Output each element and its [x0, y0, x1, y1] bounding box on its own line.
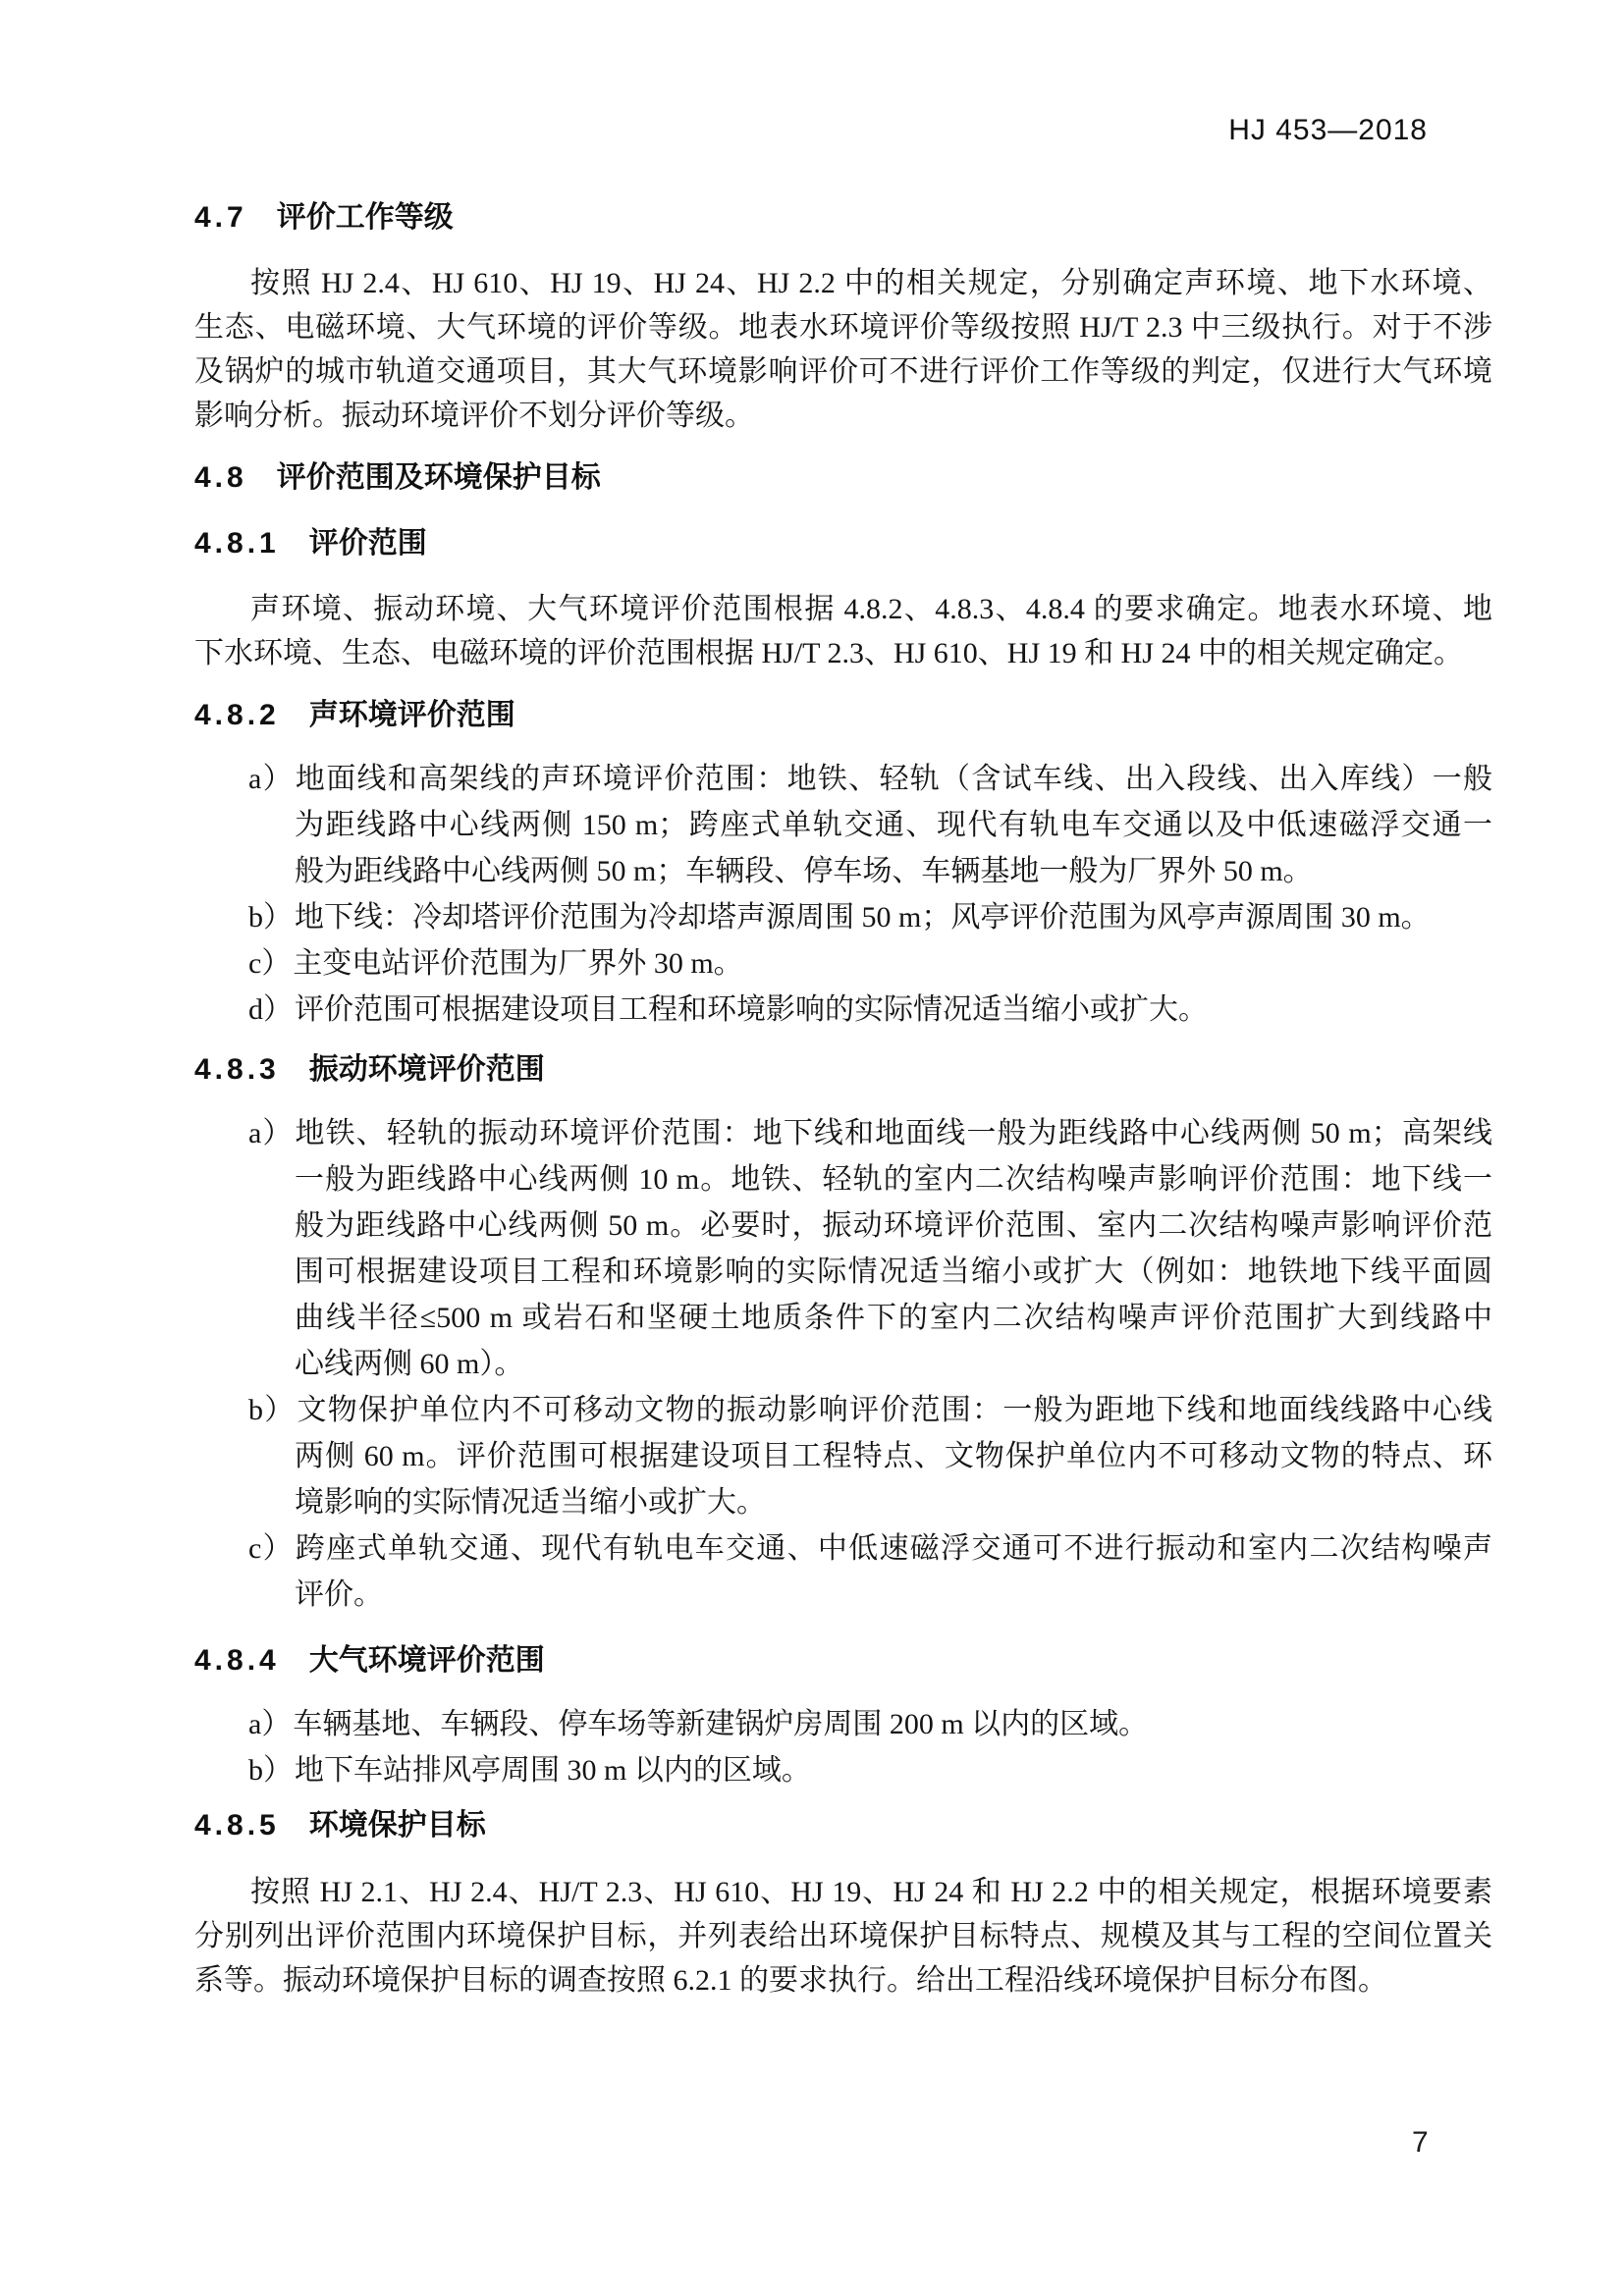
- list-item-line: [194, 1110, 1492, 1156]
- heading-title: 环境保护目标: [308, 1809, 486, 1842]
- heading-title: 声环境评价范围: [308, 699, 515, 731]
- paragraph-line: 分别列出评价范围内环境保护目标，并列表给出环境保护目标特点、规模及其与工程的空间位置关: [194, 1920, 1492, 1952]
- list-item-label: a）: [248, 1117, 294, 1149]
- list-item-b: [194, 1387, 1492, 1525]
- list-item-line: 般为距线路中心线两侧 50 m；车辆段、停车场、车辆基地一般为厂界外 50 m。: [295, 855, 1313, 887]
- list-item-line: [194, 987, 1492, 1033]
- list-item-text: 地下线：冷却塔评价范围为冷却塔声源周围 50 m；风亭评价范围为风亭声源周围 30 m。: [295, 901, 1431, 934]
- list-item-label: a）: [248, 1708, 292, 1740]
- list-item-line: 心线两侧 60 m）。: [295, 1348, 524, 1380]
- list-item-text: 主变电站评价范围为厂界外 30 m。: [293, 947, 743, 980]
- list-item-text: 地铁、轻轨的振动环境评价范围：地下线和地面线一般为距线路中心线两侧 50 m；高架线: [295, 1117, 1492, 1149]
- document-body: [194, 0, 1492, 2002]
- section-heading-4.8.4: [194, 1644, 1492, 1678]
- list-item-label: b）: [248, 901, 293, 934]
- paragraph-line: 影响分析。振动环境评价不划分评价等级。: [194, 400, 754, 432]
- section-heading-4.8.3: [194, 1053, 1492, 1087]
- list-item-b: [194, 894, 1492, 940]
- page-number: 7: [1412, 2126, 1429, 2159]
- list-item-line: [194, 1525, 1492, 1572]
- heading-title: 振动环境评价范围: [308, 1053, 545, 1086]
- list-item-line: 般为距线路中心线两侧 50 m。必要时，振动环境评价范围、室内二次结构噪声影响评价范: [295, 1209, 1492, 1242]
- list-item-d: [194, 987, 1492, 1033]
- list-item-line: [194, 756, 1492, 802]
- heading-number: 4.8: [194, 461, 247, 494]
- list-item-label: c）: [248, 947, 292, 980]
- paragraph-line: 按照 HJ 2.1、HJ 2.4、HJ/T 2.3、HJ 610、HJ 19、HJ 24 和 HJ 2.2 中的相关规定，根据环境要素: [250, 1876, 1492, 1908]
- heading-title: 评价范围: [308, 527, 427, 560]
- paragraph-line: 按照 HJ 2.4、HJ 610、HJ 19、HJ 24、HJ 2.2 中的相关规定，分别确定声环境、地下水环境、: [250, 267, 1492, 299]
- list-item-text: 车辆基地、车辆段、停车场等新建锅炉房周围 200 m 以内的区域。: [293, 1708, 1149, 1740]
- lettered-list: [194, 1110, 1492, 1618]
- list-item-line: [194, 940, 1492, 987]
- section-heading-4.8.5: [194, 1809, 1492, 1842]
- list-item-line: 评价。: [295, 1578, 383, 1611]
- list-item-line: 曲线半径≤500 m 或岩石和坚硬土地质条件下的室内二次结构噪声评价范围扩大到线路中: [295, 1302, 1492, 1334]
- section-heading-4.7: [194, 201, 1492, 235]
- section-heading-4.8.1: [194, 527, 1492, 561]
- list-item-text: 跨座式单轨交通、现代有轨电车交通、中低速磁浮交通可不进行振动和室内二次结构噪声: [295, 1532, 1492, 1565]
- heading-number: 4.8.4: [194, 1644, 280, 1677]
- list-item-a: [194, 756, 1492, 894]
- lettered-list: [194, 756, 1492, 1033]
- heading-number: 4.8.1: [194, 527, 280, 560]
- standard-code-header: HJ 453—2018: [1228, 114, 1428, 146]
- section-heading-4.8.2: [194, 699, 1492, 732]
- heading-number: 4.8.2: [194, 699, 280, 731]
- list-item-line: 围可根据建设项目工程和环境影响的实际情况适当缩小或扩大（例如：地铁地下线平面圆: [295, 1255, 1492, 1288]
- paragraph-line: 下水环境、生态、电磁环境的评价范围根据 HJ/T 2.3、HJ 610、HJ 19 和 HJ 24 中的相关规定确定。: [194, 637, 1463, 669]
- heading-title: 评价工作等级: [276, 201, 454, 234]
- paragraph: [194, 261, 1492, 438]
- list-item-label: b）: [248, 1394, 296, 1426]
- heading-title: 评价范围及环境保护目标: [276, 461, 601, 494]
- list-item-line: 为距线路中心线两侧 150 m；跨座式单轨交通、现代有轨电车交通以及中低速磁浮交通一: [295, 809, 1492, 841]
- paragraph-line: 声环境、振动环境、大气环境评价范围根据 4.8.2、4.8.3、4.8.4 的要求确定。地表水环境、地: [250, 593, 1492, 625]
- list-item-line: [194, 1387, 1492, 1433]
- paragraph-line: 及锅炉的城市轨道交通项目，其大气环境影响评价可不进行评价工作等级的判定，仅进行大气环境: [194, 355, 1492, 388]
- heading-title: 大气环境评价范围: [308, 1644, 545, 1677]
- list-item-a: [194, 1110, 1492, 1387]
- list-item-label: d）: [248, 993, 293, 1026]
- list-item-c: [194, 1525, 1492, 1618]
- list-item-line: [194, 1747, 1492, 1793]
- list-item-label: a）: [248, 763, 294, 795]
- list-item-line: 两侧 60 m。评价范围可根据建设项目工程特点、文物保护单位内不可移动文物的特点、环: [295, 1440, 1492, 1472]
- heading-number: 4.8.3: [194, 1053, 280, 1086]
- heading-number: 4.8.5: [194, 1809, 280, 1842]
- paragraph: [194, 1870, 1492, 2002]
- list-item-line: [194, 1701, 1492, 1747]
- list-item-label: b）: [248, 1754, 293, 1787]
- list-item-text: 地面线和高架线的声环境评价范围：地铁、轻轨（含试车线、出入段线、出入库线）一般: [295, 763, 1492, 795]
- heading-number: 4.7: [194, 201, 247, 234]
- paragraph: [194, 587, 1492, 675]
- lettered-list: [194, 1701, 1492, 1793]
- list-item-c: [194, 940, 1492, 987]
- list-item-label: c）: [248, 1532, 294, 1565]
- paragraph-line: 生态、电磁环境、大气环境的评价等级。地表水环境评价等级按照 HJ/T 2.3 中三级执行。对于不涉: [194, 311, 1492, 344]
- list-item-line: 境影响的实际情况适当缩小或扩大。: [295, 1486, 766, 1519]
- list-item-line: [194, 894, 1492, 940]
- list-item-text: 地下车站排风亭周围 30 m 以内的区域。: [295, 1754, 811, 1787]
- list-item-line: 一般为距线路中心线两侧 10 m。地铁、轻轨的室内二次结构噪声影响评价范围：地下线一: [295, 1163, 1492, 1196]
- list-item-a: [194, 1701, 1492, 1747]
- section-heading-4.8: [194, 461, 1492, 495]
- list-item-text: 评价范围可根据建设项目工程和环境影响的实际情况适当缩小或扩大。: [295, 993, 1208, 1026]
- list-item-text: 文物保护单位内不可移动文物的振动影响评价范围：一般为距地下线和地面线线路中心线: [297, 1394, 1492, 1426]
- paragraph-line: 系等。振动环境保护目标的调查按照 6.2.1 的要求执行。给出工程沿线环境保护目标分布图。: [194, 1964, 1387, 1997]
- list-item-b: [194, 1747, 1492, 1793]
